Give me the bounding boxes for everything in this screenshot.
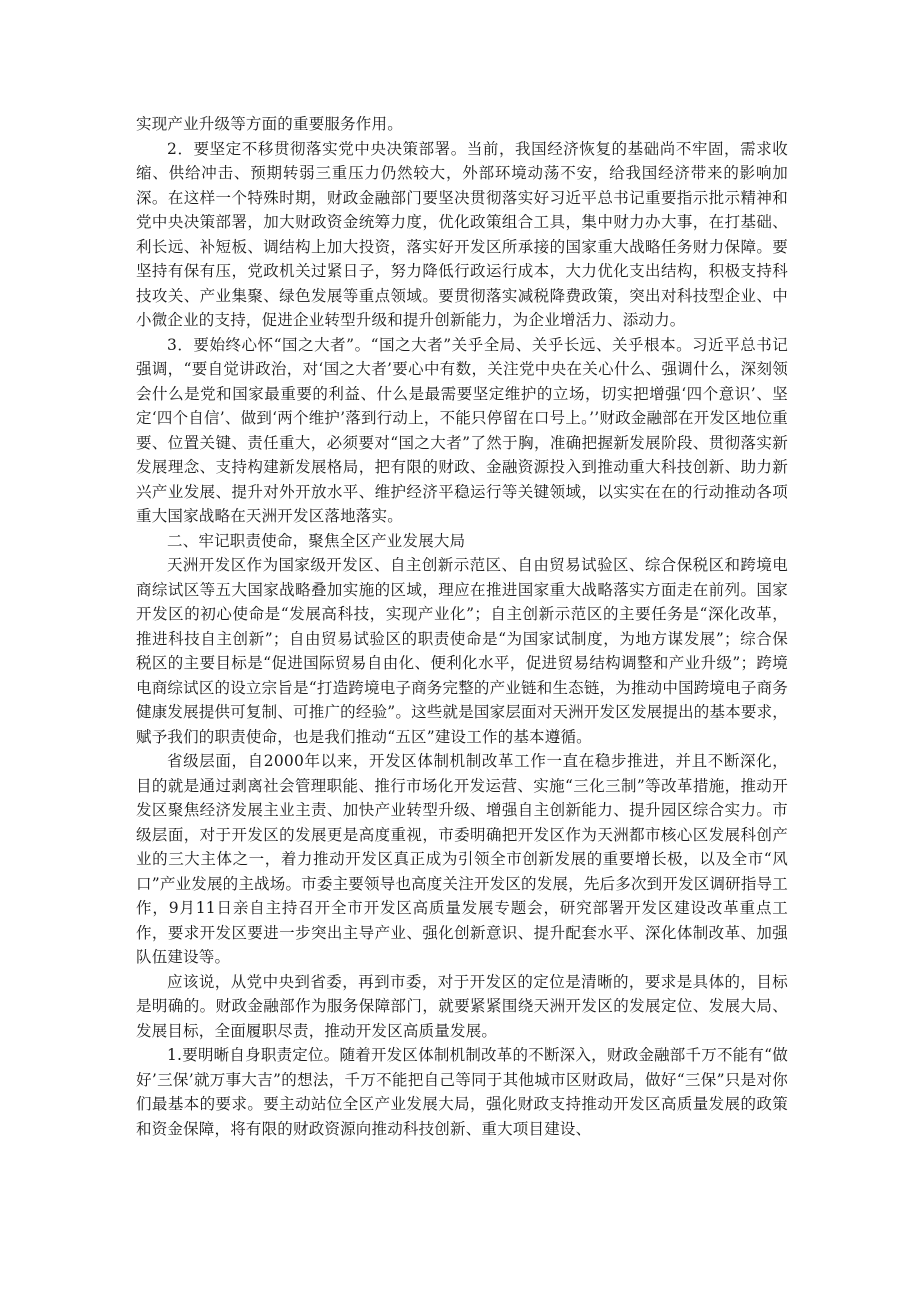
paragraph-item-1: 1.要明晰自身职责定位。随着开发区体制机制改革的不断深入，财政金融部千万不能有“做好’三保’就万事大吉”的想法，千万不能把自己等同于其他城市区财政局，做好“三保”只是对你们最基本的要求。要主动站位全区产业发展大局，强化财政支持推动开发区高质量发展的政策和资金保障，将有限的财政资源向推动科技创新、重大项目建设、 — [136, 1046, 788, 1138]
paragraph-item-2: 2．要坚定不移贯彻落实党中央决策部署。当前，我国经济恢复的基础尚不牢固，需求收缩、供给冲击、预期转弱三重压力仍然较大，外部环境动荡不安，给我国经济带来的影响加深。在这样一个特殊时期，财政金融部门要坚决贯彻落实好习近平总书记重要指示批示精神和党中央决策部署，加大财政资金统筹力度，优化政策组合工具，集中财力办大事，在打基础、利长远、补短板、调结构上加大投资，落实好开发区所承接的国家重大战略任务财力保障。要坚持有保有压，党政机关过紧日子，努力降低行政运行成本，大力优化支出结构，积极支持科技攻关、产业集聚、绿色发展等重点领域。要贯彻落实减税降费政策，突出对科技型企业、中小微企业的支持，促进企业转型升级和提升创新能力，为企业增活力、添动力。 — [136, 139, 788, 329]
paragraph-item-3: 3．要始终心怀“国之大者”。“国之大者”关乎全局、关乎长远、关乎根本。习近平总书记强调，“要自觉讲政治，对‘国之大者’要心中有数，关注党中央在关心什么、强调什么，深刻领会什么是党和国家最重要的利益、什么是最需要坚定维护的立场，切实把增强‘四个意识’、坚定‘四个自信’、做到‘两个维护’落到行动上，不能只停留在口号上。’’财政金融部在开发区地位重要、位置关键、责任重大，必须要对“国之大者”了然于胸，准确把握新发展阶段、贯彻落实新发展理念、支持构建新发展格局，把有限的财政、金融资源投入到推动重大科技创新、助力新兴产业发展、提升对外开放水平、维护经济平稳运行等关键领域，以实实在在的行动推动各项重大国家战略在天洲开发区落地落实。 — [136, 335, 788, 525]
paragraph-continuation: 实现产业升级等方面的重要服务作用。 — [136, 115, 403, 133]
document-page — [136, 112, 788, 1141]
section-heading-2: 二、牢记职责使命，聚焦全区产业发展大局 — [167, 531, 466, 550]
paragraph-summary: 应该说，从党中央到省委，再到市委，对于开发区的定位是清晰的，要求是具体的，目标是明确的。财政金融部作为服务保障部门，就要紧紧围绕天洲开发区的发展定位、发展大局、发展目标，全面履职尽责，推动开发区高质量发展。 — [136, 972, 788, 1040]
paragraph-provincial-level: 省级层面，自2000年以来，开发区体制机制改革工作一直在稳步推进，并且不断深化，目的就是通过剥离社会管理职能、推行市场化开发运营、实施“三化三制”等改革措施，推动开发区聚焦经济发展主业主责、加快产业转型升级、增强自主创新能力、提升园区综合实力。市级层面，对于开发区的发展更是高度重视，市委明确把开发区作为天洲都市核心区发展科创产业的三大主体之一，着力推动开发区真正成为引领全市创新发展的重要增长极，以及全市“风口”产业发展的主战场。市委主要领导也高度关注开发区的发展，先后多次到开发区调研指导工作，9月11日亲自主持召开全市开发区高质量发展专题会，研究部署开发区建设改革重点工作，要求开发区要进一步突出主导产业、强化创新意识、提升配套水平、深化体制改革、加强队伍建设等。 — [136, 752, 788, 966]
paragraph-national-mission: 天洲开发区作为国家级开发区、自主创新示范区、自由贸易试验区、综合保税区和跨境电商综试区等五大国家战略叠加实施的区域，理应在推进国家重大战略落实方面走在前列。国家开发区的初心使命是“发展高科技，实现产业化”；自主创新示范区的主要任务是“深化改革，推进科技自主创新”；自由贸易试验区的职责使命是“为国家试制度，为地方谋发展”；综合保税区的主要目标是“促进国际贸易自由化、便利化水平，促进贸易结构调整和产业升级”；跨境电商综试区的设立宗旨是“打造跨境电子商务完整的产业链和生态链，为推动中国跨境电子商务健康发展提供可复制、可推广的经验”。这些就是国家层面对天洲开发区发展提出的基本要求，赋予我们的职责使命，也是我们推动“五区”建设工作的基本遵循。 — [136, 556, 788, 746]
